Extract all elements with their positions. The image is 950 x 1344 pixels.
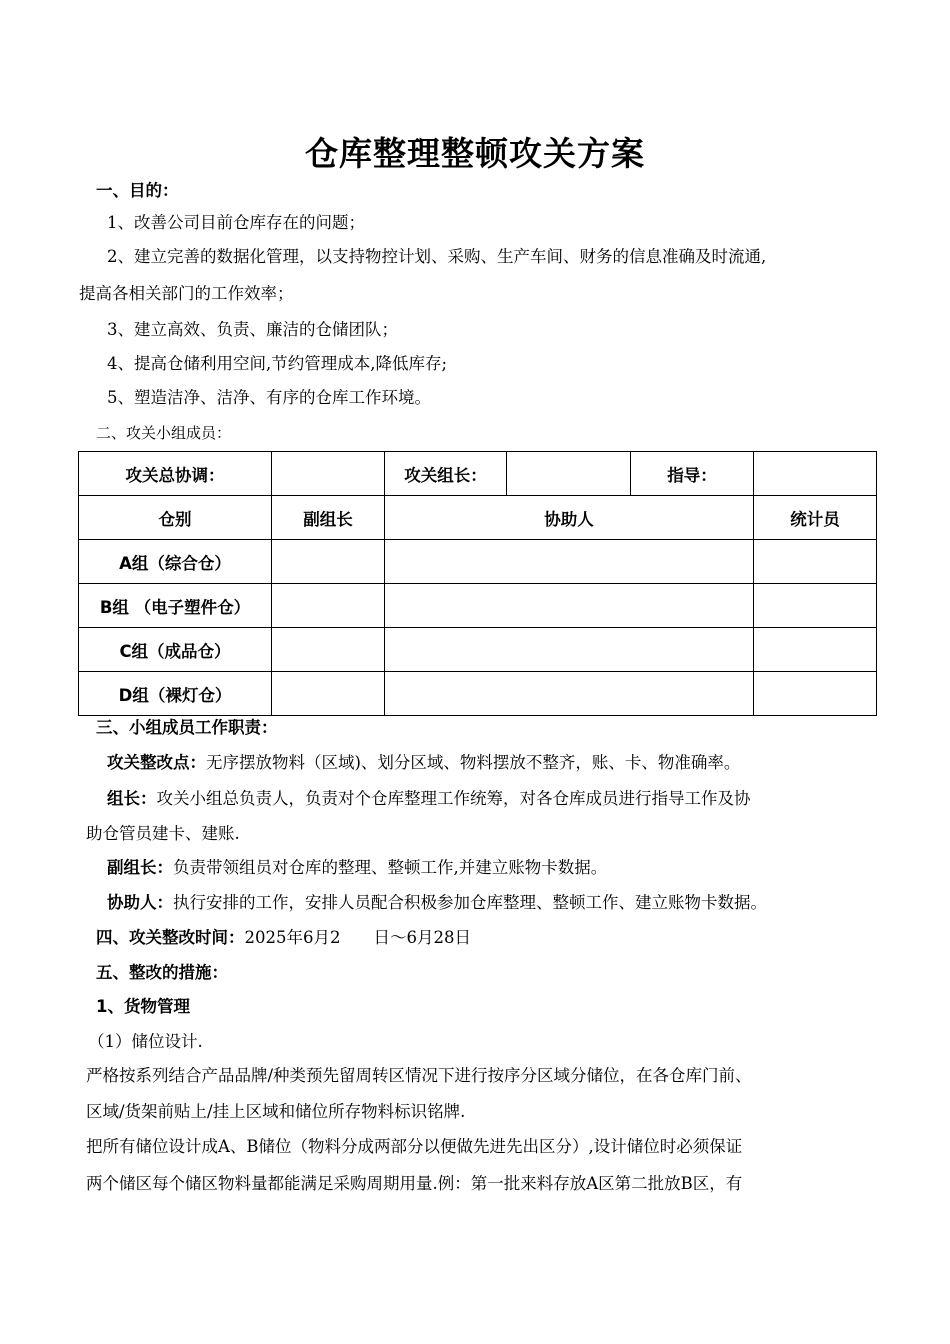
statistician-cell (754, 584, 877, 628)
header-statistician: 统计员 (754, 496, 877, 540)
table-row-leadership (79, 452, 877, 496)
section1-heading: 一、目的： (96, 181, 179, 200)
section5-sub1: 1、货物管理 (96, 997, 190, 1016)
warehouse-cell: D组（裸灯仓） (79, 672, 272, 716)
header-assistant: 协助人 (385, 496, 754, 540)
assistant-cell (385, 584, 754, 628)
guide-label: 指导： (631, 452, 754, 496)
coordinator-value (272, 452, 385, 496)
coordinator-label: 攻关总协调： (79, 452, 272, 496)
deputy-cell (272, 628, 385, 672)
points-label: 攻关整改点： (107, 753, 206, 772)
section3-heading: 三、小组成员工作职责： (96, 718, 278, 737)
section1-item-2-cont: 提高各相关部门的工作效率； (79, 284, 294, 303)
statistician-cell (754, 540, 877, 584)
section1-item-5: 5、塑造洁净、洁净、有序的仓库工作环境。 (107, 388, 431, 407)
deputy-cell (272, 672, 385, 716)
leader-value (507, 452, 631, 496)
assistant-cell (385, 540, 754, 584)
header-deputy: 副组长 (272, 496, 385, 540)
deputy-paragraph (107, 857, 607, 879)
warehouse-cell: A组（综合仓） (79, 540, 272, 584)
section1-item-2: 2、建立完善的数据化管理，以支持物控计划、采购、生产车间、财务的信息准确及时流通, (107, 247, 767, 266)
leader-label: 攻关组长： (385, 452, 507, 496)
table-row (79, 540, 877, 584)
leader-duty-label: 组长： (107, 789, 157, 808)
team-members-table (78, 451, 877, 716)
section4-line (96, 927, 471, 949)
points-text: 无序摆放物料（区域)、划分区域、物料摆放不整齐，账、卡、物准确率。 (206, 753, 741, 772)
header-warehouse: 仓别 (79, 496, 272, 540)
page-title: 仓库整理整顿攻关方案 (305, 134, 645, 173)
assistant-duty-label: 协助人： (107, 893, 173, 912)
section5-heading: 五、整改的措施： (96, 963, 228, 982)
deputy-duty-text: 负责带领组员对仓库的整理、整顿工作,并建立账物卡数据。 (173, 858, 608, 877)
assistant-paragraph (107, 892, 767, 914)
warehouse-cell: C组（成品仓） (79, 628, 272, 672)
assistant-cell (385, 628, 754, 672)
section1-item-1: 1、改善公司目前仓库存在的问题； (107, 213, 365, 232)
section5-para1-line1: 严格按系列结合产品品牌/种类预先留周转区情况下进行按序分区域分储位，在各仓库门前、 (86, 1066, 752, 1085)
table-row (79, 584, 877, 628)
section4-date: 2025年6月2 日～6月28日 (244, 928, 471, 947)
leader-paragraph (107, 788, 751, 810)
section2-heading: 二、攻关小组成员： (96, 424, 232, 442)
assistant-cell (385, 672, 754, 716)
table-row (79, 628, 877, 672)
deputy-cell (272, 540, 385, 584)
deputy-cell (272, 584, 385, 628)
leader-duty-text-cont: 助仓管员建卡、建账. (86, 824, 240, 843)
points-paragraph (107, 752, 740, 774)
leader-duty-text: 攻关小组总负责人，负责对个仓库整理工作统筹，对各仓库成员进行指导工作及协 (156, 789, 751, 808)
deputy-duty-label: 副组长： (107, 858, 173, 877)
section5-para2-line2: 两个储区每个储区物料量都能满足采购周期用量.例：第一批来料存放A区第二批放B区，有 (86, 1174, 743, 1193)
warehouse-cell: B组 （电子塑件仓） (79, 584, 272, 628)
table-row (79, 672, 877, 716)
section4-heading: 四、攻关整改时间： (96, 928, 245, 947)
section5-para1-line2: 区域/货架前贴上/挂上区域和储位所存物料标识铭牌. (86, 1102, 466, 1121)
section5-para2-line1: 把所有储位设计成A、B储位（物料分成两部分以便做先进先出区分）,设计储位时必须保证 (86, 1137, 743, 1156)
section5-sub1-1: （1）储位设计. (88, 1032, 203, 1051)
assistant-duty-text: 执行安排的工作，安排人员配合积极参加仓库整理、整顿工作、建立账物卡数据。 (173, 893, 767, 912)
section1-item-3: 3、建立高效、负责、廉洁的仓储团队； (107, 320, 398, 339)
statistician-cell (754, 672, 877, 716)
guide-value (754, 452, 877, 496)
section1-item-4: 4、提高仓储利用空间,节约管理成本,降低库存; (107, 354, 448, 373)
statistician-cell (754, 628, 877, 672)
table-header-row (79, 496, 877, 540)
